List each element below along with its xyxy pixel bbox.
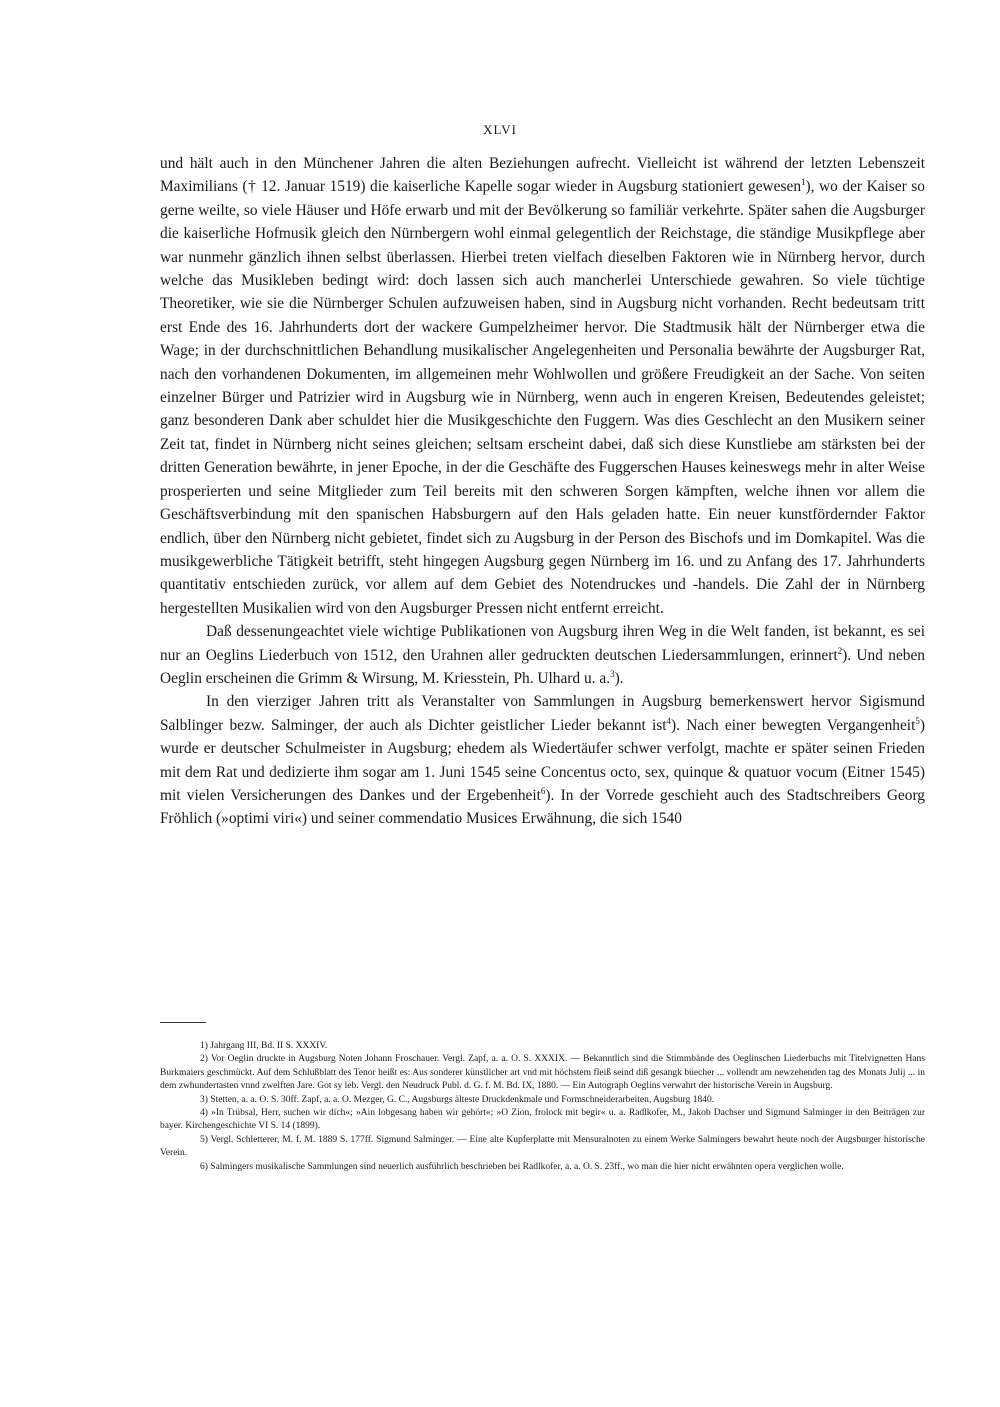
body-text [160, 152, 925, 831]
paragraph-text: ), wo der Kaiser so gerne weilte, so viele Häuser und Höfe erwarb und mit der Bevölkerung so familiär verkehrte. Später sahen die Augsburger die kaiserliche Hofmusik gleich den Nürnbergern wohl einmal gelegentlich der Reichstage, die ständige Musikpflege aber war nunmehr gänzlich ihnen selbst überlassen. Hierbei treten vielfach dieselben Faktoren wie in Nürnberg hervor, durch welche das Musikleben bedingt wird: doch lassen sich auch mancherlei Unterschiede gewahren. So viele tüchtige Theoretiker, wie sie die Nürnberger Schulen aufzuweisen haben, sind in Augsburg nicht vorhanden. Recht bedeutsam tritt erst Ende des 16. Jahrhunderts dort der wackere Gumpelzheimer hervor. Die Stadtmusik hält der Nürnberger etwa die Wage; in der durchschnittlichen Behandlung musikalischer Angelegenheiten und Personalia bewährte der Augsburger Rat, nach den vorhandenen Dokumenten, im allgemeinen mehr Wohlwollen und größere Freudigkeit an der Sache. Von seiten einzelner Bürger und Patrizier wird in Augsburg wie in Nürnberg, wenn auch in engeren Kreisen, Bedeutendes geleistet; ganz besonderen Dank aber schuldet hier die Musikgeschichte den Fuggern. Was dies Geschlecht an den Musikern seiner Zeit tat, findet in Nürnberg nicht seines gleichen; seltsam erscheint dabei, daß sich diese Kunstliebe am stärksten bei der dritten Generation bewährte, in jener Epoche, in der die Geschäfte des Fuggerschen Hauses keineswegs mehr in alter Weise prosperierten und seine Mitglieder zum Teil bereits mit den schweren Sorgen kämpften, welche ihnen vor allem die Geschäftsverbindung mit den spanischen Habsburgern auf den Hals geladen hatte. Ein neuer kunstfördernder Faktor endlich, über den Nürnberg nicht gebietet, findet sich zu Augsburg in der Person des Bischofs und im Domkapitel. Was die musikgewerbliche Tätigkeit betrifft, steht hingegen Augsburg gegen Nürnberg im 16. und zu Anfang des 17. Jahrhunderts quantitativ entschieden zurück, vor allem auf dem Gebiet des Notendruckes und -handels. Die Zahl der in Nürnberg hergestellten Musikalien wird von den Augsburger Pressen nicht entfernt erreicht. [160, 178, 925, 617]
paragraph-text: ). In der Vorrede geschieht auch des Stadtschreibers Georg Fröhlich (»optimi viri«) und seiner commendatio Musices Erwähnung, die sich 1540 [160, 786, 926, 828]
footnote: 4) »In Trübsal, Herr, suchen wir dich«; »Ain lobgesang haben wir gehört«; »O Zion, frolock mit begir« u. a. Radlkofer, M., Jakob Dachser und Sigmund Salminger in den Beiträgen zur bayer. Kirchengeschichte VI S. 14 (1899). [160, 1108, 925, 1132]
paragraph-text: und hält auch in den Münchener Jahren die alten Beziehungen aufrecht. Vielleicht ist während der letzten Lebenszeit Maximilians († 12. Januar 1519) die kaiserliche Kapelle sogar wieder in Augsburg stationiert gewesen [160, 155, 925, 196]
footnote: 6) Salmingers musikalische Sammlungen sind neuerlich ausführlich beschrieben bei Radlkofer, a. a. O. S. 23ff., wo man die hier nicht erwähnten opera verglichen wolle. [200, 1161, 844, 1172]
footnote: 1) Jahrgang III, Bd. II S. XXXIV. [200, 1041, 328, 1051]
footnote: 3) Stetten, a. a. O. S. 30ff. Zapf, a. a. O. Mezger, G. C., Augsburgs älteste Druckdenkmale und Formschneiderarbeiten, Augsburg 1840. [200, 1094, 715, 1105]
paragraph-text: ). Nach einer bewegten Vergangenheit [671, 716, 916, 734]
paragraph-text: Daß dessenungeachtet viele wichtige Publikationen von Augsburg ihren Weg in die Welt fanden, ist bekannt, es sei nur an Oeglins Liederbuch von 1512, den Urahnen aller gedruckten deutschen Liedersammlungen, erinnert [160, 623, 925, 664]
footnote-marker: 2 [837, 645, 843, 656]
footnote-marker: 6 [540, 785, 546, 796]
footnote: 2) Vor Oeglin druckte in Augsburg Noten Johann Froschauer. Vergl. Zapf, a. a. O. S. XXXIX. — Bekanntlich sind die Stimmbände des Oeglinschen Liederbuchs mit Titelvignetten Hans Burkmaiers geschmückt. Auf dem Schlußblatt des Tenor heißt es: Aus sonderer künstlicher art vnd mit höchstem fleiß seind diß gesangk büecher ... vollendt am newzehenden tag des Monats Julij ... in dem zwhundertasten vnnd zwelften Jare. Got sy leb. Vergl. den Neudruck Publ. d. G. f. M. Bd. IX, 1880. — Ein Autograph Oeglins verwahrt der historische Verein in Augsburg. [160, 1054, 925, 1092]
paragraph-text: In den vierziger Jahren tritt als Veranstalter von Sammlungen in Augsburg bemerkenswert hervor Sigismund Salblinger bezw. Salminger, der auch als Dichter geistlicher Lieder bekannt ist [160, 693, 925, 734]
footnote-marker: 1 [801, 177, 806, 188]
paragraph-text: ). [614, 669, 624, 687]
paragraph-text: ). Und neben Oeglin erscheinen die Grimm & Wirsung, M. Kriesstein, Ph. Ulhard u. a. [160, 646, 926, 687]
body-paragraph [160, 620, 925, 690]
body-paragraph [160, 152, 925, 620]
body-paragraph [160, 690, 925, 830]
page-number: XLVI [483, 122, 517, 137]
footnote-marker: 4 [666, 715, 672, 726]
footnote-marker: 5 [915, 715, 920, 726]
footnote: 5) Vergl. Schletterer, M. f. M. 1889 S. 177ff. Sigmund Salminger. — Eine alte Kupferplatte mit Mensuralnoten zu einem Werke Salmingers bewahrt heute noch der Augsburger historische Verein. [160, 1134, 925, 1159]
footnote-marker: 3 [610, 668, 615, 679]
footnote-divider [160, 1022, 206, 1023]
footnotes [160, 1040, 925, 1174]
paragraph-text: ) wurde er deutscher Schulmeister in Augsburg; ehedem als Wiedertäufer schwer verfolgt, machte er später seinen Frieden mit dem Rat und dedizierte ihm sogar am 1. Juni 1545 seine Concentus octo, sex, quinque & quatuor vocum (Eitner 1545) mit vielen Versicherungen des Dankes und der Ergebenheit [160, 716, 925, 804]
